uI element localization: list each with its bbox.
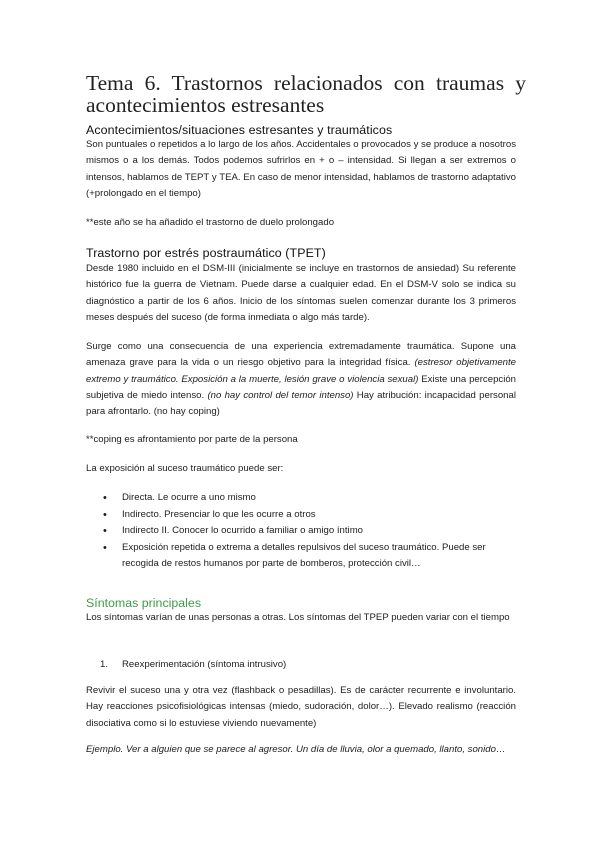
- item-number: 1.: [100, 659, 109, 670]
- section-heading-tpet: Trastorno por estrés postraumático (TPET): [86, 246, 326, 260]
- italic-segment: (estresor objetivamente extremo y traumático. Exposición a la muerte, lesión grave o violencia sexual): [86, 357, 517, 385]
- note-duelo: **este año se ha añadido el trastorno de duelo prolongado: [86, 217, 335, 228]
- item-text: Reexperimentación (síntoma intrusivo): [122, 659, 287, 670]
- section-heading-sintomas: Síntomas principales: [86, 596, 202, 610]
- note-coping: **coping es afrontamiento por parte de la persona: [86, 434, 298, 445]
- paragraph-reexperimentacion: Revivir el suceso una y otra vez (flashback o pesadillas). Es de carácter recurrente e involuntario. Hay reacciones psicofisiológicas intensas (miedo, sudoración, dolor…). Elevado realismo (reacción disociativa como si lo estuviese viviendo nuevamente): [86, 685, 516, 729]
- list-item: • Exposición repetida o extrema a detalles repulsivos del suceso traumático. Puede ser recogida de restos humanos por parte de bomberos, protección civil…: [100, 540, 516, 573]
- exposure-intro: La exposición al suceso traumático puede ser:: [86, 463, 284, 474]
- text-segment: Hay atribución: incapacidad personal para afrontarlo. (no hay coping): [86, 389, 516, 418]
- example-text: Ejemplo. Ver a alguien que se parece al agresor. Un día de lluvia, olor a quemado, llanto, sonido…: [86, 744, 506, 755]
- paragraph-tpet-origin: [86, 339, 516, 420]
- text-segment: Existe una percepción subjetiva de miedo intenso.: [86, 373, 516, 401]
- list-item: • Indirecto II. Conocer lo ocurrido a familiar o amigo íntimo: [100, 523, 516, 540]
- list-item: • Directa. Le ocurre a uno mismo: [100, 490, 516, 507]
- paragraph-tpet-history: Desde 1980 incluido en el DSM-III (inicialmente se incluye en trastornos de ansiedad) Su referente histórico fue la guerra de Vietnam. Puede darse a cualquier edad. En el DSM-V solo se indica su diagnóstico a partir de los 6 años. Inicio de los síntomas suelen comenzar durante los 3 primeros meses después del suceso (de forma inmediata o algo más tarde).: [86, 263, 516, 323]
- paragraph-sintomas: Los síntomas varían de unas personas a otras. Los síntomas del TPEP pueden variar con el tiempo: [86, 612, 510, 623]
- section-heading-acontecimientos: Acontecimientos/situaciones estresantes y traumáticos: [86, 123, 393, 137]
- numbered-item: [100, 657, 286, 673]
- paragraph-acontecimientos: Son puntuales o repetidos a lo largo de los años. Accidentales o provocados y se produce a nosotros mismos o a los demás. Todos podemos sufrirlos en + o – intensidad. Si llegan a ser extremos o intensos, hablamos de TEPT y TEA. En caso de menor intensidad, hablamos de trastorno adaptativo (+prolongado en el tiempo): [86, 139, 516, 199]
- page-title: Tema 6. Trastornos relacionados con traumas y acontecimientos estresantes: [86, 71, 526, 117]
- list-item: • Indirecto. Presenciar lo que les ocurre a otros: [100, 507, 516, 524]
- italic-segment: (no hay control del temor intenso): [207, 389, 354, 401]
- text-segment: Surge como una consecuencia de una experiencia extremadamente traumática. Supone una amenaza grave para la vida o un riesgo objetivo para la integridad física.: [86, 341, 516, 369]
- exposure-list: [100, 490, 516, 573]
